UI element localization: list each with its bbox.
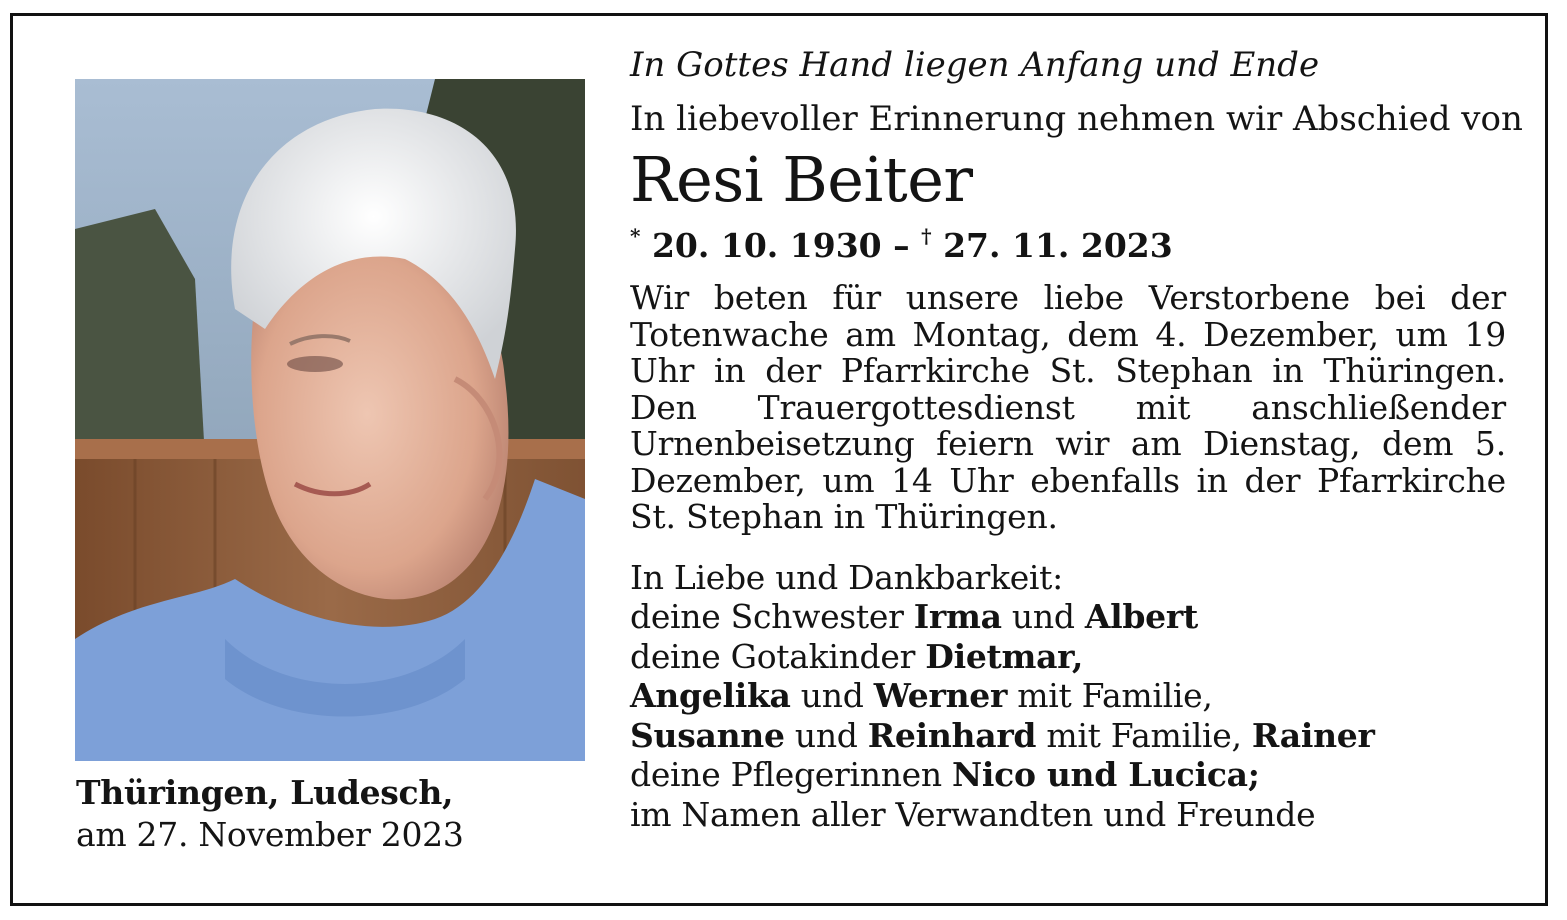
death-date: 27. 11. 2023	[943, 226, 1173, 265]
date-text: am 27. November 2023	[76, 815, 464, 854]
mourner-conjunction: und	[790, 676, 874, 715]
mourner-suffix: mit Familie,	[1036, 715, 1252, 755]
intro-line: In liebevoller Erinnerung nehmen wir Abschied von	[630, 99, 1523, 139]
mourner-relation: deine Gotakinder	[630, 636, 926, 676]
mourner-line	[630, 597, 1506, 637]
motto: In Gottes Hand liegen Anfang und Ende	[630, 45, 1320, 85]
mourner-name: Albert	[1084, 597, 1198, 636]
deceased-name: Resi Beiter	[630, 143, 973, 216]
date-dash: –	[881, 226, 922, 265]
portrait-photo	[75, 79, 585, 761]
mourner-line	[630, 676, 1506, 716]
place-and-date	[76, 772, 576, 856]
mourner-closing: im Namen aller Verwandten und Freunde	[630, 794, 1316, 834]
mourner-relation: deine Schwester	[630, 597, 914, 636]
mourner-name: Nico und Lucica;	[952, 755, 1260, 794]
mourner-name: Angelika	[630, 676, 791, 715]
obituary-text-column	[630, 40, 1523, 834]
mourner-line	[630, 716, 1506, 756]
birth-symbol: *	[630, 224, 641, 248]
location-text: Thüringen, Ludesch,	[76, 773, 454, 812]
death-symbol: †	[921, 224, 932, 248]
mourner-name: Rainer	[1251, 715, 1375, 755]
mourner-line	[630, 637, 1506, 677]
mourner-name: Irma	[913, 597, 1002, 636]
mourner-name: Dietmar,	[925, 636, 1084, 676]
mourners-heading: In Liebe und Dankbarkeit:	[630, 557, 1063, 597]
birth-date: 20. 10. 1930	[651, 226, 882, 265]
mourner-line	[630, 755, 1506, 795]
mourner-conjunction: und	[1001, 597, 1085, 636]
mourner-name: Werner	[873, 676, 1008, 715]
announcement-text: Wir beten für unsere liebe Verstorbene bei der Totenwache am Montag, dem 4. Dezember, um 19 Uhr in der Pfarrkirche St. Stephan in Thüringen. Den Trauergottesdienst mit anschließender Urnenbeisetzung feiern wir am Dienstag, dem 5. Dezember, um 14 Uhr ebenfalls in der Pfarrkirche St. Stephan in Thüringen.	[630, 278, 1506, 536]
mourner-name: Reinhard	[867, 715, 1037, 755]
life-dates	[630, 216, 1506, 266]
mourner-suffix: mit Familie,	[1007, 676, 1213, 715]
mourners-list	[630, 558, 1506, 835]
mourner-relation: deine Pflegerinnen	[630, 755, 953, 794]
mourner-conjunction: und	[784, 715, 868, 755]
mourner-name: Susanne	[630, 715, 785, 755]
